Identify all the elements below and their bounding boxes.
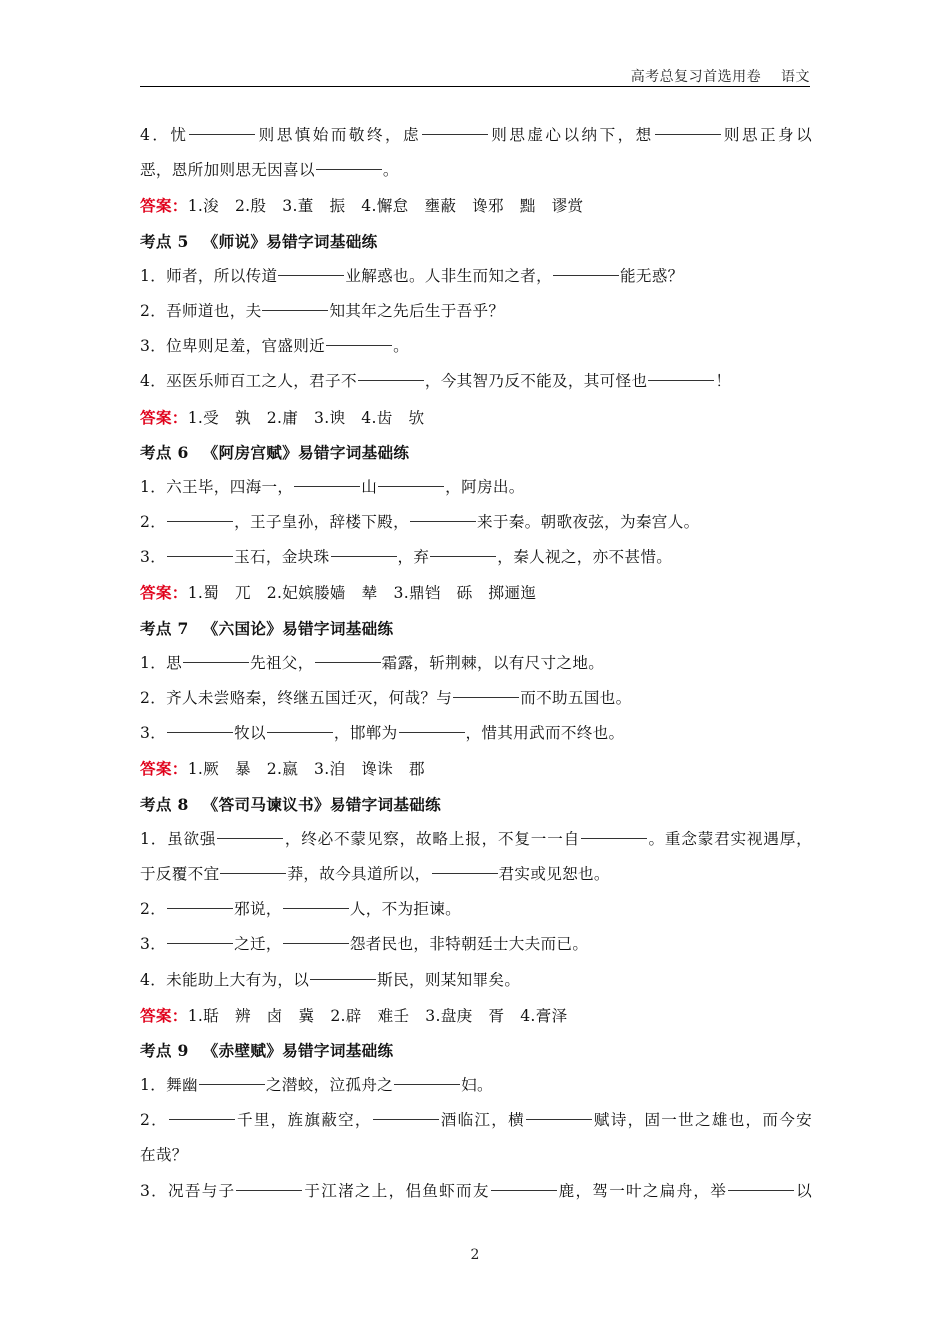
fill-blank — [183, 661, 249, 663]
fill-blank — [236, 1189, 302, 1191]
fill-blank — [432, 872, 498, 874]
fill-blank — [331, 555, 397, 557]
section-number: 考点 8 — [140, 794, 189, 814]
text-run: 妇。 — [461, 1076, 493, 1095]
text-run: 于反覆不宜 — [140, 864, 220, 883]
text-run: 。 — [393, 337, 409, 356]
text-line — [140, 1103, 812, 1138]
answer-line — [140, 400, 812, 435]
section-heading — [140, 611, 812, 646]
fill-blank — [199, 1083, 265, 1085]
text-run: 1．舞幽 — [140, 1076, 198, 1095]
fill-blank — [422, 133, 488, 135]
section-title: 《六国论》易错字词基础练 — [202, 618, 394, 638]
text-run: ，阿房出。 — [445, 477, 525, 496]
text-run: 邪说， — [234, 900, 282, 919]
text-line — [140, 822, 812, 857]
answer-text: 1.厥 暴 2.嬴 3.洎 谗诛 郡 — [187, 760, 425, 779]
text-run: 2． — [140, 900, 167, 919]
text-run: 酒临江，横 — [439, 1111, 525, 1130]
text-line — [140, 505, 812, 540]
fill-blank — [526, 1118, 592, 1120]
fill-blank — [189, 133, 255, 135]
answer-line — [140, 575, 812, 610]
fill-blank — [167, 520, 233, 522]
answer-text: 1.浚 2.殷 3.董 振 4.懈怠 壅蔽 谗邪 黜 谬赏 — [187, 197, 584, 216]
fill-blank — [394, 1083, 460, 1085]
fill-blank — [283, 942, 349, 944]
fill-blank — [378, 485, 444, 487]
text-line — [140, 153, 812, 188]
fill-blank — [553, 274, 619, 276]
text-run: ，王子皇孙，辞楼下殿， — [234, 513, 409, 532]
text-line — [140, 716, 812, 751]
text-line — [140, 892, 812, 927]
fill-blank — [399, 731, 465, 733]
section-number: 考点 6 — [140, 442, 189, 462]
fill-blank — [728, 1189, 794, 1191]
fill-blank — [491, 1189, 557, 1191]
answer-text: 1.蜀 兀 2.妃嫔媵嫱 辇 3.鼎铛 砾 掷逦迤 — [187, 584, 537, 603]
text-run: 则思虚心以纳下，想 — [489, 126, 654, 144]
text-run: 霜露，斩荆棘，以有尺寸之地。 — [381, 653, 605, 672]
text-run: 于江渚之上，侣鱼虾而友 — [303, 1181, 490, 1200]
text-run: 玉石，金块珠 — [234, 548, 330, 567]
fill-blank — [326, 344, 392, 346]
page-header-title: 高考总复习首选用卷 语文 — [630, 69, 810, 85]
answer-label: 答案： — [140, 1005, 188, 1025]
text-run: 。重念蒙君实视遇厚， — [648, 829, 812, 848]
text-line — [140, 857, 812, 892]
text-run: 3． — [140, 548, 167, 567]
text-run: 4．忧 — [140, 126, 189, 144]
text-line — [140, 470, 812, 505]
text-run: ，弃 — [397, 548, 430, 567]
section-title: 《答司马谏议书》易错字词基础练 — [202, 794, 442, 814]
section-title: 《阿房宫赋》易错字词基础练 — [202, 442, 410, 462]
answer-text: 1.聒 辨 卤 冀 2.辟 难壬 3.盘庚 胥 4.膏泽 — [187, 1006, 568, 1025]
text-line — [140, 294, 812, 329]
text-line — [140, 259, 812, 294]
section-number: 考点 9 — [140, 1040, 189, 1060]
text-run: 怨者民也，非特朝廷士大夫而已。 — [349, 935, 589, 954]
text-run: 人，不为拒谏。 — [349, 900, 462, 919]
text-run: 2． — [140, 1111, 169, 1130]
fill-blank — [373, 1118, 439, 1120]
fill-blank — [217, 837, 283, 839]
fill-blank — [358, 379, 424, 381]
section-number: 考点 7 — [140, 618, 189, 638]
text-run: 千里，旌旗蔽空， — [236, 1111, 372, 1130]
answer-line — [140, 998, 812, 1033]
text-line — [140, 927, 812, 962]
text-run: 2．吾师道也，夫 — [140, 301, 262, 320]
section-heading — [140, 787, 812, 822]
text-run: 以 — [795, 1181, 812, 1200]
text-run: 之迁， — [234, 935, 282, 954]
text-line — [140, 681, 812, 716]
text-run: 鹿，驾一叶之扁舟，举 — [557, 1181, 728, 1200]
document-body — [140, 118, 812, 1209]
text-run: 。 — [382, 161, 399, 180]
text-run: 1．六王毕，四海一， — [140, 477, 294, 496]
text-run: ，终必不蒙见察，故略上报，不复一一自 — [284, 829, 581, 848]
text-run: 3． — [140, 724, 167, 743]
section-heading — [140, 1033, 812, 1068]
text-line — [140, 118, 812, 153]
fill-blank — [648, 379, 714, 381]
header-divider — [140, 86, 810, 87]
text-run: 2．齐人未尝赂秦，终继五国迁灭，何哉？与 — [140, 689, 453, 707]
fill-blank — [278, 274, 344, 276]
fill-blank — [655, 133, 721, 135]
fill-blank — [262, 309, 328, 311]
text-run: 则思正身以 — [721, 126, 812, 144]
text-run: 先祖父， — [250, 653, 314, 672]
text-run: 山 — [361, 477, 378, 496]
text-run: 莽，故今具道所以， — [287, 864, 431, 883]
text-run: 1．虽欲强 — [140, 829, 217, 848]
fill-blank — [167, 942, 233, 944]
fill-blank — [169, 1118, 235, 1120]
section-heading — [140, 435, 812, 470]
text-run: 2． — [140, 513, 167, 532]
text-run: 4．未能助上大有为，以 — [140, 970, 310, 989]
fill-blank — [581, 837, 647, 839]
text-run: ，惜其用武而不终也。 — [465, 724, 625, 743]
fill-blank — [453, 696, 519, 698]
text-run: 君实或见恕也。 — [498, 864, 610, 883]
fill-blank — [167, 731, 233, 733]
text-run: 1．思 — [140, 653, 183, 672]
text-run: 之潜蛟，泣孤舟之 — [265, 1076, 394, 1095]
answer-label: 答案： — [140, 759, 188, 779]
text-run: 知其年之先后生于吾乎？ — [329, 301, 505, 320]
text-run: 4．巫医乐师百工之人，君子不 — [140, 372, 357, 391]
text-run: ，秦人视之，亦不甚惜。 — [497, 548, 673, 567]
text-line — [140, 1138, 812, 1173]
text-run: ！ — [715, 372, 732, 391]
text-run: 1．师者，所以传道 — [140, 266, 278, 285]
text-line — [140, 364, 812, 399]
fill-blank — [167, 907, 233, 909]
text-line — [140, 1068, 812, 1103]
text-run: 恶，恩所加则思无因喜以 — [140, 161, 315, 180]
answer-line — [140, 188, 812, 223]
text-line — [140, 646, 812, 681]
text-line — [140, 963, 812, 998]
fill-blank — [430, 555, 496, 557]
text-run: 斯民，则某知罪矣。 — [377, 970, 521, 989]
text-run: 3．况吾与子 — [140, 1181, 236, 1200]
fill-blank — [283, 907, 349, 909]
text-run: 在哉？ — [140, 1146, 188, 1165]
text-run: 来于秦。朝歌夜弦，为秦宫人。 — [476, 513, 700, 532]
text-run: ，邯郸为 — [333, 724, 398, 743]
fill-blank — [410, 520, 476, 522]
text-run: ，今其智乃反不能及，其可怪也 — [424, 372, 648, 391]
section-heading — [140, 224, 812, 259]
fill-blank — [220, 872, 286, 874]
fill-blank — [316, 168, 382, 170]
answer-line — [140, 751, 812, 786]
answer-label: 答案： — [140, 196, 188, 216]
section-number: 考点 5 — [140, 231, 189, 251]
fill-blank — [310, 978, 376, 980]
text-run: 3．位卑则足羞，官盛则近 — [140, 337, 326, 356]
text-run: 而不助五国也。 — [520, 689, 632, 707]
text-run: 赋诗，固一世之雄也，而今安 — [592, 1111, 812, 1130]
text-line — [140, 329, 812, 364]
text-run: 牧以 — [234, 724, 266, 743]
text-run: 3． — [140, 935, 167, 954]
section-title: 《赤壁赋》易错字词基础练 — [202, 1040, 394, 1060]
text-run: 则思慎始而敬终，虑 — [256, 126, 422, 144]
answer-text: 1.受 孰 2.庸 3.谀 4.齿 欤 — [187, 408, 425, 427]
text-run: 业解惑也。人非生而知之者， — [345, 266, 552, 285]
fill-blank — [294, 485, 360, 487]
fill-blank — [267, 731, 333, 733]
text-run: 能无惑？ — [620, 266, 684, 285]
fill-blank — [167, 555, 233, 557]
answer-label: 答案： — [140, 583, 188, 603]
fill-blank — [315, 661, 381, 663]
section-title: 《师说》易错字词基础练 — [202, 231, 378, 251]
text-line — [140, 1174, 812, 1209]
page-number: 2 — [470, 1247, 480, 1263]
text-line — [140, 540, 812, 575]
answer-label: 答案： — [140, 407, 188, 427]
